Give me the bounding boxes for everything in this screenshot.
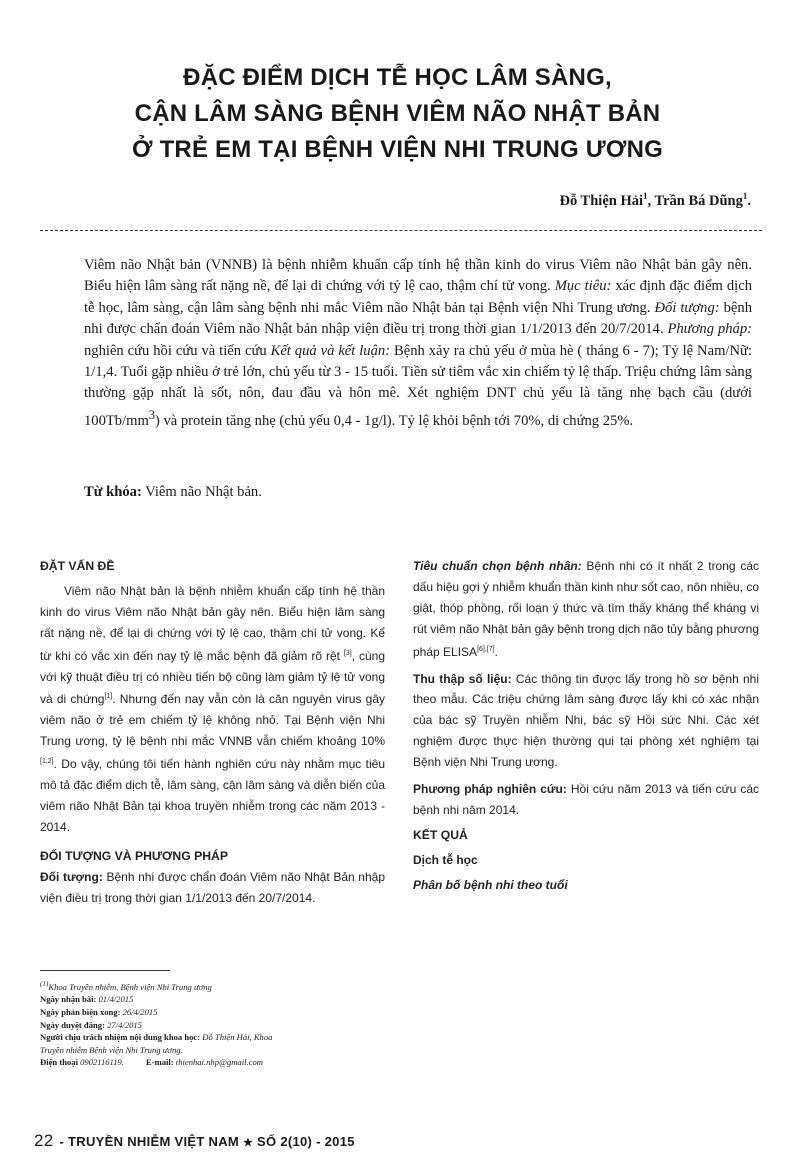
subsection-heading-age-distribution: Phân bố bệnh nhi theo tuổi bbox=[413, 877, 568, 892]
section-heading-introduction: ĐẶT VẤN ĐỀ bbox=[40, 559, 115, 573]
ref-1-2: [1,2] bbox=[40, 758, 54, 766]
abstract-subjects: bệnh nhi được chẩn đoán Viêm não Nhật bản nhập viện điều trị trong thời gian 1/1/2013 đến 20/7/2014. bbox=[84, 299, 752, 338]
author-list bbox=[559, 191, 751, 210]
intro-text-3: . Nhưng đến nay vẫn còn là căn nguyên virus gây viêm não ở trẻ em chiếm tỷ lệ không nhỏ. Tại Bệnh viện Nhi Trung ương, tỷ lệ bệnh nhi mắc VNNB vẫn chiếm khoảng 10% bbox=[40, 692, 385, 749]
footnote-received-label: Ngày nhận bài: bbox=[40, 994, 97, 1005]
footnote-divider bbox=[40, 970, 170, 971]
inclusion-criteria-paragraph bbox=[413, 556, 759, 663]
page-footer bbox=[34, 1131, 355, 1151]
abstract-results: Bệnh xảy ra chủ yếu ở mùa hè ( tháng 6 - 7); Tỷ lệ Nam/Nữ: 1/1,4. Tuổi gặp nhiều ở trẻ lớn, chủ yếu từ 3 - 15 tuổi. Tiền sử tiêm vắc xin chiếm tỷ lệ thấp. Triệu chứng lâm sàng thường gặp nhất là sốt, nôn, đau đầu và hôn mê. Xét nghiệm DNT chủ yếu là tăng nhẹ bạch cầu (dưới 100Tb/mm bbox=[84, 342, 752, 429]
introduction-paragraph bbox=[40, 581, 385, 838]
section-heading-results: KẾT QUẢ bbox=[413, 827, 468, 842]
right-column bbox=[413, 556, 759, 896]
page-number: 22 bbox=[34, 1131, 54, 1150]
inclusion-criteria-label: Tiêu chuẩn chọn bệnh nhân: bbox=[413, 559, 582, 573]
study-method-label: Phương pháp nghiên cứu: bbox=[413, 782, 567, 797]
inclusion-criteria-end: . bbox=[494, 644, 498, 659]
footnote-responsible-name: Đỗ Thiện Hải, Khoa bbox=[200, 1032, 273, 1043]
footnote-responsible-cont: Truyền nhiễm Bệnh viện Nhi Trung ương. bbox=[40, 1044, 183, 1055]
footnote-received bbox=[40, 993, 370, 1006]
footnote-reviewed-label: Ngày phản biện xong: bbox=[40, 1007, 121, 1018]
author-end: . bbox=[747, 192, 751, 209]
ref-1: [1] bbox=[104, 693, 113, 701]
subjects-text: Bệnh nhi được chẩn đoán Viêm não Nhật Bản nhập viện điều trị trong thời gian 1/1/2013 đến 20/7/2014. bbox=[40, 869, 385, 905]
intro-text-1: Viêm não Nhật bản là bệnh nhiễm khuẩn cấp tính hệ thần kinh do virus Viêm não Nhật bản gây nên. Biểu hiện lâm sàng rất nặng nề, để lại di chứng với tỷ lệ cao, thậm chí tử vong. Kể từ khi có vắc xin đến nay tỷ lệ mắc bệnh đã giảm rõ rệt bbox=[40, 583, 385, 663]
footnote-affiliation-marker: (1) bbox=[40, 980, 49, 988]
subjects-paragraph bbox=[40, 867, 385, 909]
study-method-paragraph bbox=[413, 779, 759, 821]
subsection-heading-epidemiology: Dịch tễ học bbox=[413, 852, 478, 867]
author-1-affiliation: 1 bbox=[643, 191, 648, 201]
abstract-label-method: Phương pháp: bbox=[667, 321, 752, 338]
journal-name: - TRUYỀN NHIỄM VIỆT NAM bbox=[59, 1134, 240, 1149]
journal-issue: SỐ 2(10) - 2015 bbox=[257, 1134, 355, 1149]
data-collection-text: Các thông tin được lấy trong hồ sơ bệnh nhi theo mẫu. Các triệu chứng lâm sàng được lấy khi có xác nhận của bác sỹ Truyền nhiễm Nhi, bác sỹ Hồi sức Nhi. Các xét nghiệm được thực hiện thường qui tại phòng xét nghiệm tại Bệnh viện Nhi Trung ương. bbox=[413, 671, 760, 770]
abstract-method: nghiên cứu hồi cứu và tiến cứu bbox=[84, 342, 271, 359]
footnote-received-date: 01/4/2015 bbox=[96, 994, 134, 1005]
footnote-affiliation bbox=[40, 978, 370, 993]
footnote-reviewed bbox=[40, 1006, 370, 1019]
study-method-text: Hồi cứu năm 2013 và tiến cứu các bệnh nhi năm 2014. bbox=[413, 782, 760, 817]
abstract-results-end: ) và protein tăng nhẹ (chủ yếu 0,4 - 1g/l). Tỷ lệ khỏi bệnh tới 70%, di chứng 25%. bbox=[154, 412, 634, 429]
subjects-label: Đối tượng: bbox=[40, 869, 103, 884]
footnote-accepted-date: 27/4/2015 bbox=[104, 1019, 142, 1030]
article-title bbox=[60, 60, 735, 168]
abstract-label-results: Kết quả và kết luận: bbox=[270, 342, 391, 359]
title-line-1: ĐẶC ĐIỂM DỊCH TỄ HỌC LÂM SÀNG, bbox=[183, 64, 612, 91]
inclusion-criteria-text: Bệnh nhi có ít nhất 2 trong các dấu hiệu gợi ý nhiễm khuẩn thần kinh như sốt cao, nôn nhiều, co giật, thóp phồng, rối loạn ý thức và tìm thấy kháng thể kháng vi rút viêm não Nhật bản gây bệnh trong dịch não tủy bằng phương pháp ELISA bbox=[413, 559, 759, 659]
keywords bbox=[84, 484, 262, 501]
intro-text-4: . Do vậy, chúng tôi tiến hành nghiên cứu này nhằm mục tiêu mô tả đặc điểm dịch tễ, lâm sàng, cận lâm sàng và diễn biến của viêm não Nhật Bản tại khoa truyền nhiễm trong các năm 2013 - 2014. bbox=[40, 757, 385, 834]
footnote-email-label: E-mail: bbox=[145, 1057, 174, 1068]
title-line-2: CẬN LÂM SÀNG BỆNH VIÊM NÃO NHẬT BẢN bbox=[134, 100, 661, 127]
abstract-label-objective: Mục tiêu: bbox=[554, 278, 612, 295]
left-column bbox=[40, 556, 385, 909]
abstract-label-subjects: Đối tượng: bbox=[654, 299, 720, 316]
star-icon: ★ bbox=[242, 1137, 254, 1149]
data-collection-paragraph bbox=[413, 669, 759, 774]
author-1: Đỗ Thiện Hải bbox=[559, 192, 643, 209]
footnote-reviewed-date: 26/4/2015 bbox=[120, 1007, 158, 1018]
abstract bbox=[84, 255, 752, 432]
author-2-affiliation: 1 bbox=[742, 191, 748, 201]
intro-text-2: , cùng với kỹ thuật điều trị có nhiều tiến bộ cũng làm giảm tỷ lệ tử vong và di chứng bbox=[40, 648, 385, 707]
footnote-email: thienhai.nhp@gmail.com bbox=[173, 1057, 263, 1068]
footnote-responsible bbox=[40, 1031, 370, 1044]
ref-3: [3] bbox=[343, 649, 352, 657]
data-collection-label: Thu thập số liệu: bbox=[413, 671, 512, 686]
footnote-contact bbox=[40, 1056, 370, 1069]
abstract-intro: Viêm não Nhật bản (VNNB) là bệnh nhiễm khuẩn cấp tính hệ thần kinh do virus Viêm não Nhật bản gây nên. Biểu hiện lâm sàng rất nặng nề, để lại di chứng với tỷ lệ cao, thậm chí tử vong. bbox=[84, 257, 752, 295]
footnote-accepted bbox=[40, 1019, 370, 1032]
footnote-responsible-label: Người chịu trách nhiệm nội dung khoa học: bbox=[40, 1032, 201, 1043]
footnote-phone-label: Điện thoại bbox=[40, 1057, 78, 1068]
author-separator: , bbox=[647, 192, 655, 209]
footnote-affiliation-text: Khoa Truyền nhiễm, Bệnh viện Nhi Trung ương bbox=[48, 981, 212, 992]
abstract-unit-superscript: 3 bbox=[148, 407, 155, 422]
author-2: Trần Bá Dũng bbox=[654, 192, 743, 209]
title-line-3: Ở TRẺ EM TẠI BỆNH VIỆN NHI TRUNG ƯƠNG bbox=[132, 136, 663, 163]
keywords-value: Viêm não Nhật bản. bbox=[141, 484, 262, 500]
header-divider bbox=[40, 230, 762, 231]
keywords-label: Từ khóa: bbox=[84, 484, 142, 500]
footnote-phone: 0902116119. bbox=[77, 1057, 124, 1068]
section-heading-methods: ĐỐI TƯỢNG VÀ PHƯƠNG PHÁP bbox=[40, 848, 228, 863]
footnotes bbox=[40, 978, 370, 1069]
ref-6-7: [6],[7] bbox=[477, 645, 495, 653]
footnote-accepted-label: Ngày duyệt đăng: bbox=[40, 1019, 105, 1030]
abstract-objective: xác định đặc điểm dịch tễ học, lâm sàng, cận lâm sàng bệnh nhi mắc Viêm não Nhật bản tại Bệnh viện Nhi Trung ương. bbox=[84, 278, 752, 316]
